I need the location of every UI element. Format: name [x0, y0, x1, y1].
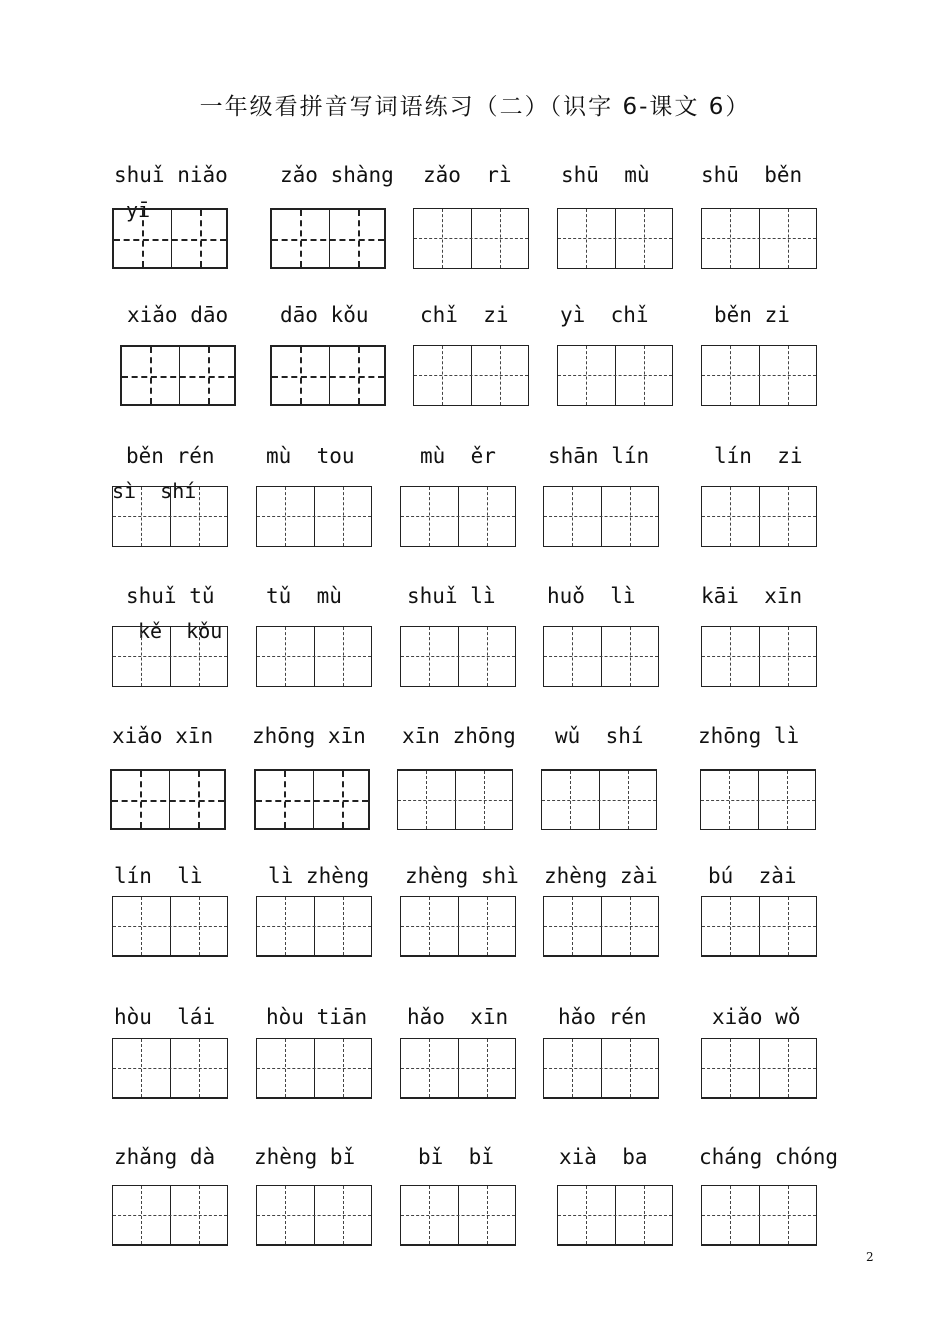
- word-item: [557, 163, 717, 233]
- word-item: [112, 1005, 272, 1075]
- word-item: [120, 303, 280, 373]
- horizontal-guide-line: [558, 1215, 672, 1216]
- word-item: [112, 864, 272, 934]
- tianzige-writing-grid[interactable]: [701, 1038, 817, 1099]
- word-item: [701, 444, 861, 514]
- page-number: 2: [866, 1250, 874, 1264]
- horizontal-guide-line: [113, 516, 227, 517]
- word-item: [256, 1005, 416, 1075]
- horizontal-guide-line: [113, 1068, 227, 1069]
- word-item: [541, 724, 701, 794]
- horizontal-guide-line: [558, 238, 672, 239]
- tianzige-writing-grid[interactable]: [541, 769, 657, 830]
- horizontal-guide-line: [701, 800, 815, 801]
- pinyin-label: yì chǐ: [560, 303, 649, 327]
- word-item: [254, 724, 414, 794]
- pinyin-label: xiǎo dāo: [127, 303, 229, 327]
- horizontal-guide-line: [542, 800, 656, 801]
- pinyin-label: zhōng lì: [698, 724, 800, 748]
- tianzige-writing-grid[interactable]: [701, 345, 817, 406]
- tianzige-writing-grid[interactable]: [270, 208, 386, 269]
- pinyin-label: zhōng xīn: [252, 724, 366, 748]
- horizontal-guide-line: [272, 239, 384, 241]
- tianzige-writing-grid[interactable]: [112, 1185, 228, 1246]
- horizontal-guide-line: [544, 1068, 658, 1069]
- word-item: [400, 864, 560, 934]
- horizontal-guide-line: [544, 516, 658, 517]
- word-item: [543, 584, 703, 654]
- tianzige-writing-grid[interactable]: [701, 1185, 817, 1246]
- horizontal-guide-line: [544, 656, 658, 657]
- tianzige-writing-grid[interactable]: [400, 486, 516, 547]
- tianzige-writing-grid[interactable]: [700, 769, 816, 830]
- pinyin-label: lì zhèng: [268, 864, 370, 888]
- horizontal-guide-line: [702, 656, 816, 657]
- word-item: [397, 724, 557, 794]
- tianzige-writing-grid[interactable]: [256, 1038, 372, 1099]
- tianzige-writing-grid[interactable]: [254, 769, 370, 830]
- tianzige-writing-grid[interactable]: [256, 486, 372, 547]
- pinyin-label: lín zi: [714, 444, 803, 468]
- pinyin-label: mù ěr: [420, 444, 496, 468]
- pinyin-label: huǒ lì: [547, 584, 636, 608]
- horizontal-guide-line: [414, 375, 528, 376]
- tianzige-writing-grid[interactable]: [701, 208, 817, 269]
- pinyin-label: hǎo xīn: [407, 1005, 509, 1029]
- horizontal-guide-line: [401, 1215, 515, 1216]
- tianzige-writing-grid[interactable]: [112, 208, 228, 269]
- pinyin-label: zhèng bǐ: [254, 1145, 356, 1169]
- tianzige-writing-grid[interactable]: [543, 626, 659, 687]
- pinyin-label: hòu lái: [114, 1005, 216, 1029]
- pinyin-label: hǎo rén: [558, 1005, 647, 1029]
- tianzige-writing-grid[interactable]: [112, 486, 228, 547]
- pinyin-label: hòu tiān: [266, 1005, 368, 1029]
- stray-pinyin-label: sì shí: [112, 479, 197, 503]
- word-item: [543, 444, 703, 514]
- tianzige-writing-grid[interactable]: [557, 1185, 673, 1246]
- word-item: [701, 864, 861, 934]
- horizontal-guide-line: [558, 375, 672, 376]
- horizontal-guide-line: [702, 926, 816, 927]
- horizontal-guide-line: [257, 656, 371, 657]
- word-item: [413, 163, 573, 233]
- pinyin-label: běn zi: [714, 303, 790, 327]
- tianzige-writing-grid[interactable]: [413, 345, 529, 406]
- word-item: [256, 1145, 416, 1215]
- horizontal-guide-line: [702, 1215, 816, 1216]
- word-item: [701, 1145, 861, 1215]
- horizontal-guide-line: [257, 926, 371, 927]
- word-item: [110, 724, 270, 794]
- word-item: [400, 1005, 560, 1075]
- pinyin-label: kāi xīn: [701, 584, 803, 608]
- tianzige-writing-grid[interactable]: [112, 1038, 228, 1099]
- horizontal-guide-line: [414, 238, 528, 239]
- pinyin-label: shū mù: [561, 163, 650, 187]
- horizontal-guide-line: [401, 1068, 515, 1069]
- tianzige-writing-grid[interactable]: [256, 896, 372, 957]
- tianzige-writing-grid[interactable]: [397, 769, 513, 830]
- pinyin-label: dāo kǒu: [280, 303, 369, 327]
- pinyin-label: zhèng zài: [544, 864, 658, 888]
- tianzige-writing-grid[interactable]: [543, 1038, 659, 1099]
- horizontal-guide-line: [398, 800, 512, 801]
- word-item: [557, 303, 717, 373]
- pinyin-label: zhèng shì: [405, 864, 519, 888]
- tianzige-writing-grid[interactable]: [543, 896, 659, 957]
- page-title: 一年级看拼音写词语练习（二）（识字 6-课文 6）: [199, 94, 751, 120]
- stray-pinyin-label: yī: [126, 198, 151, 222]
- horizontal-guide-line: [122, 376, 234, 378]
- pinyin-label: zǎo rì: [423, 163, 512, 187]
- pinyin-label: lín lì: [114, 864, 203, 888]
- horizontal-guide-line: [114, 239, 226, 241]
- pinyin-label: xiǎo xīn: [112, 724, 214, 748]
- stray-pinyin-label: kě kǒu: [138, 619, 223, 643]
- horizontal-guide-line: [544, 926, 658, 927]
- pinyin-label: běn rén: [126, 444, 215, 468]
- pinyin-label: bú zài: [708, 864, 797, 888]
- word-item: [256, 864, 416, 934]
- horizontal-guide-line: [112, 800, 224, 802]
- horizontal-guide-line: [113, 1215, 227, 1216]
- word-item: [543, 1005, 703, 1075]
- tianzige-writing-grid[interactable]: [110, 769, 226, 830]
- horizontal-guide-line: [272, 376, 384, 378]
- pinyin-label: bǐ bǐ: [418, 1145, 494, 1169]
- word-item: [413, 303, 573, 373]
- tianzige-writing-grid[interactable]: [413, 208, 529, 269]
- horizontal-guide-line: [702, 238, 816, 239]
- horizontal-guide-line: [113, 656, 227, 657]
- word-item: [557, 1145, 717, 1215]
- pinyin-label: xià ba: [559, 1145, 648, 1169]
- word-item: [112, 1145, 272, 1215]
- tianzige-writing-grid[interactable]: [557, 345, 673, 406]
- tianzige-writing-grid[interactable]: [701, 626, 817, 687]
- word-item: [400, 444, 560, 514]
- pinyin-label: xīn zhōng: [402, 724, 516, 748]
- word-item: [112, 584, 272, 654]
- pinyin-label: mù tou: [266, 444, 355, 468]
- tianzige-writing-grid[interactable]: [256, 626, 372, 687]
- horizontal-guide-line: [401, 516, 515, 517]
- word-item: [112, 444, 272, 514]
- horizontal-guide-line: [401, 926, 515, 927]
- horizontal-guide-line: [702, 375, 816, 376]
- word-item: [701, 163, 861, 233]
- horizontal-guide-line: [401, 656, 515, 657]
- tianzige-writing-grid[interactable]: [400, 1038, 516, 1099]
- pinyin-label: shuǐ lì: [407, 584, 496, 608]
- word-item: [701, 584, 861, 654]
- horizontal-guide-line: [257, 1068, 371, 1069]
- tianzige-writing-grid[interactable]: [270, 345, 386, 406]
- pinyin-label: shū běn: [701, 163, 803, 187]
- pinyin-label: shān lín: [548, 444, 650, 468]
- tianzige-writing-grid[interactable]: [701, 486, 817, 547]
- word-item: [270, 163, 430, 233]
- pinyin-label: tǔ mù: [266, 584, 342, 608]
- tianzige-writing-grid[interactable]: [543, 486, 659, 547]
- pinyin-label: wǔ shí: [555, 724, 644, 748]
- horizontal-guide-line: [257, 1215, 371, 1216]
- word-item: [543, 864, 703, 934]
- tianzige-writing-grid[interactable]: [400, 626, 516, 687]
- horizontal-guide-line: [257, 516, 371, 517]
- horizontal-guide-line: [702, 516, 816, 517]
- tianzige-writing-grid[interactable]: [256, 1185, 372, 1246]
- pinyin-label: zǎo shàng: [280, 163, 394, 187]
- horizontal-guide-line: [702, 1068, 816, 1069]
- horizontal-guide-line: [256, 800, 368, 802]
- tianzige-writing-grid[interactable]: [400, 896, 516, 957]
- word-item: [700, 724, 860, 794]
- word-item: [701, 303, 861, 373]
- word-item: [256, 584, 416, 654]
- word-item: [400, 1145, 560, 1215]
- tianzige-writing-grid[interactable]: [557, 208, 673, 269]
- pinyin-label: cháng chóng: [699, 1145, 839, 1169]
- tianzige-writing-grid[interactable]: [112, 626, 228, 687]
- word-item: [270, 303, 430, 373]
- pinyin-label: shuǐ tǔ: [126, 584, 215, 608]
- word-item: [112, 163, 272, 233]
- pinyin-label: shuǐ niǎo: [114, 163, 228, 187]
- tianzige-writing-grid[interactable]: [120, 345, 236, 406]
- word-item: [256, 444, 416, 514]
- horizontal-guide-line: [113, 926, 227, 927]
- pinyin-label: chǐ zi: [420, 303, 509, 327]
- tianzige-writing-grid[interactable]: [701, 896, 817, 957]
- word-item: [701, 1005, 861, 1075]
- pinyin-label: zhǎng dà: [114, 1145, 216, 1169]
- tianzige-writing-grid[interactable]: [400, 1185, 516, 1246]
- pinyin-label: xiǎo wǒ: [712, 1005, 801, 1029]
- word-item: [400, 584, 560, 654]
- tianzige-writing-grid[interactable]: [112, 896, 228, 957]
